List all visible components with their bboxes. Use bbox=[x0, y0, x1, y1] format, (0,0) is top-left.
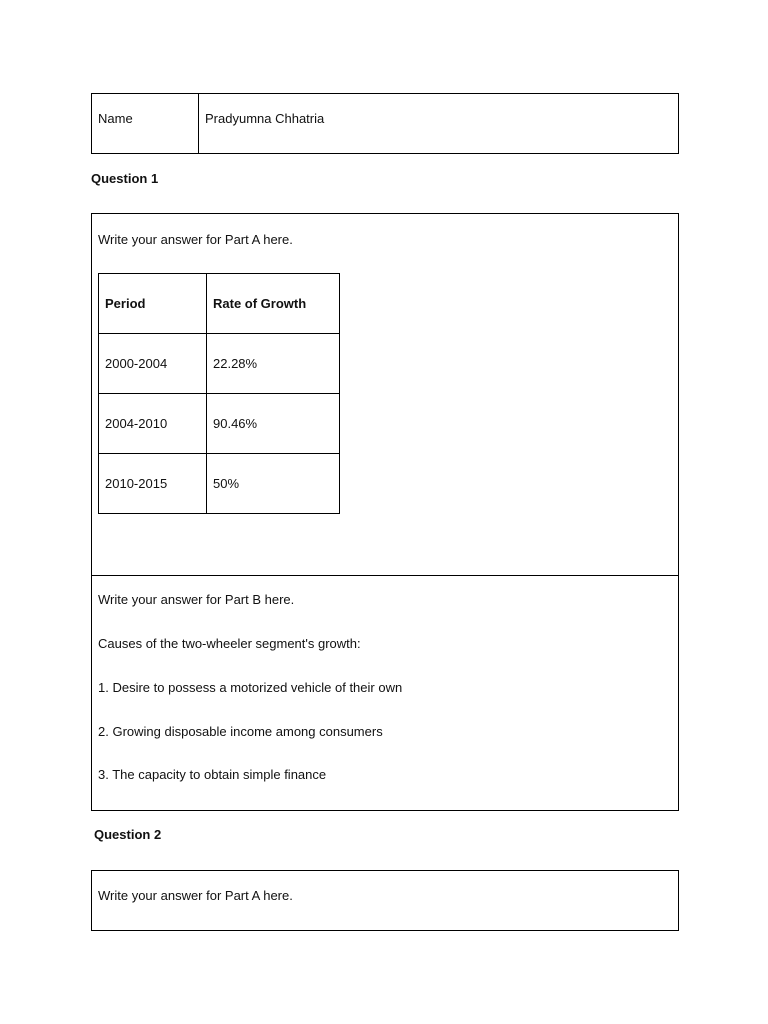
table-cell-period: 2000-2004 bbox=[99, 334, 207, 394]
name-value: Pradyumna Chhatria bbox=[205, 111, 325, 126]
name-table-divider bbox=[198, 94, 199, 153]
name-label: Name bbox=[98, 111, 133, 126]
name-table bbox=[91, 93, 679, 154]
table-cell-period: 2010-2015 bbox=[99, 454, 207, 514]
list-item: 3. The capacity to obtain simple finance bbox=[98, 767, 327, 782]
growth-rate-table bbox=[98, 273, 340, 514]
table-cell-period: 2004-2010 bbox=[99, 394, 207, 454]
table-cell-rate: 50% bbox=[207, 454, 340, 514]
list-item: 2. Growing disposable income among consumers bbox=[98, 724, 383, 739]
question-2-part-a-prompt: Write your answer for Part A here. bbox=[98, 888, 293, 903]
table-row bbox=[99, 454, 340, 514]
question-1-heading: Question 1 bbox=[91, 171, 159, 186]
question-2-heading: Question 2 bbox=[94, 827, 162, 842]
table-header-rate: Rate of Growth bbox=[207, 274, 340, 334]
question-2-answer-box bbox=[91, 870, 679, 931]
table-row bbox=[99, 334, 340, 394]
table-cell-rate: 22.28% bbox=[207, 334, 340, 394]
causes-heading: Causes of the two-wheeler segment's growth: bbox=[98, 636, 361, 651]
table-header-period: Period bbox=[99, 274, 207, 334]
question-1-part-b-prompt: Write your answer for Part B here. bbox=[98, 592, 295, 607]
question-1-answer-box bbox=[91, 213, 679, 811]
table-cell-rate: 90.46% bbox=[207, 394, 340, 454]
list-item: 1. Desire to possess a motorized vehicle of their own bbox=[98, 680, 403, 695]
table-row bbox=[99, 394, 340, 454]
part-divider bbox=[92, 575, 678, 576]
table-header-row bbox=[99, 274, 340, 334]
question-1-part-a-prompt: Write your answer for Part A here. bbox=[98, 232, 293, 247]
